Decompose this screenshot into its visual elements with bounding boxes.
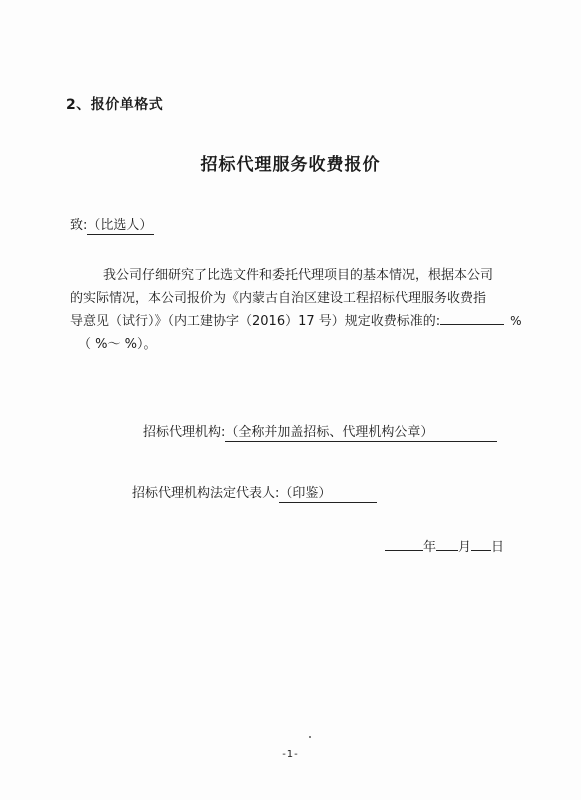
agency-fill: （全称并加盖招标、代理机构公章） — [225, 421, 497, 442]
representative-label: 招标代理机构法定代表人: — [132, 486, 280, 501]
section-heading: 2、报价单格式 — [66, 97, 164, 113]
percent-sign: % — [510, 314, 522, 328]
rate-blank — [440, 312, 504, 325]
month-label: 月 — [458, 540, 472, 555]
representative-line — [132, 482, 377, 503]
addressee-fill: （比选人） — [87, 219, 154, 235]
representative-fill: （印鉴） — [279, 482, 377, 503]
agency-line — [143, 421, 497, 442]
document-title: 招标代理服务收费报价 — [200, 155, 381, 175]
year-blank — [385, 538, 423, 551]
body-line-3 — [70, 310, 520, 333]
body-line-1: 我公司仔细研究了比选文件和委托代理项目的基本情况，根据本公司 — [103, 268, 494, 283]
date-line — [385, 536, 504, 555]
body-line-3-text: 导意见（试行）》（内工建协字（2016）17 号）规定收费标准的: — [70, 314, 441, 329]
day-label: 日 — [491, 540, 505, 555]
addressee-line — [70, 214, 154, 235]
body-line-4: （ %～ %）。 — [78, 337, 157, 352]
year-label: 年 — [423, 540, 437, 555]
body-line-2: 的实际情况，本公司报价为《内蒙古自治区建设工程招标代理服务收费指 — [70, 291, 487, 306]
addressee-prefix: 致: — [70, 218, 88, 233]
agency-label: 招标代理机构: — [143, 425, 226, 440]
scan-speck — [309, 736, 311, 738]
month-blank — [436, 538, 458, 551]
page-number: -1- — [282, 749, 299, 760]
day-blank — [471, 538, 491, 551]
